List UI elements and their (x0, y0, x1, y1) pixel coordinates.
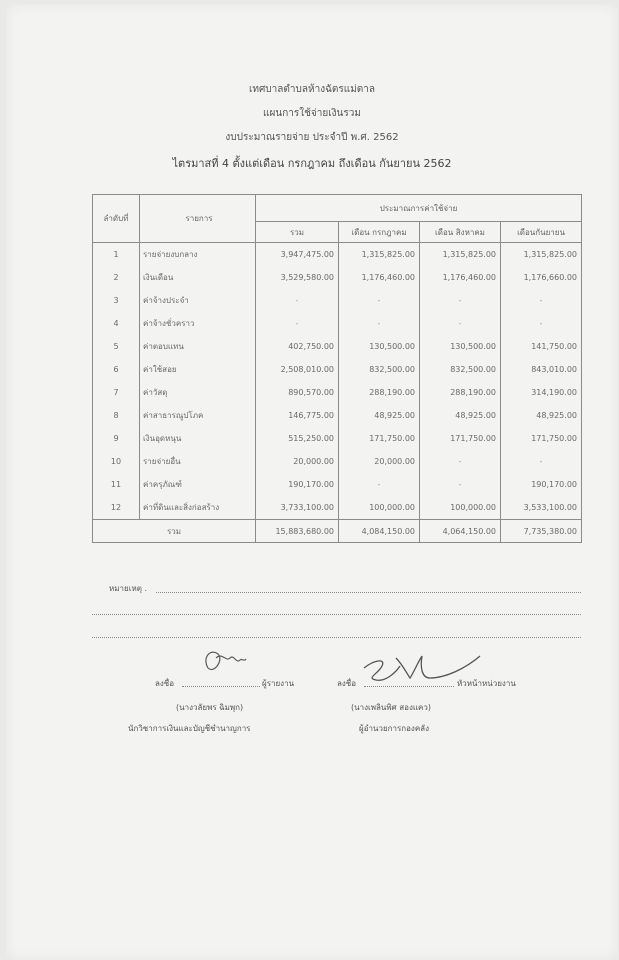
table-row (93, 427, 582, 450)
row-july: 20,000.00 (339, 450, 420, 473)
table-row (93, 266, 582, 289)
notes-label: หมายเหตุ . (109, 584, 148, 593)
sum-label: รวม (93, 520, 256, 543)
left-signature-scribble (196, 644, 256, 684)
sum-row (93, 520, 582, 543)
row-item: ค่าสาธารณูปโภค (140, 404, 256, 427)
right-position: ผู้อำนวยการกองคลัง (359, 724, 429, 733)
row-total: - (256, 289, 339, 312)
row-july: 832,500.00 (339, 358, 420, 381)
table-body (93, 243, 582, 520)
header-july: เดือน กรกฎาคม (339, 222, 420, 243)
org-name: เทศบาลตำบลห้างฉัตรแม่ตาล (248, 84, 376, 95)
table-row (93, 473, 582, 496)
row-total: 190,170.00 (256, 473, 339, 496)
row-item: เงินอุดหนุน (140, 427, 256, 450)
budget-year: งบประมาณรายจ่าย ประจำปี พ.ศ. 2562 (225, 132, 399, 143)
left-sign-prefix: ลงชื่อ (155, 679, 175, 688)
header-item: รายการ (140, 195, 256, 243)
left-name: (นางวลัยพร ฉิมพุก) (176, 703, 244, 712)
row-total: 146,775.00 (256, 404, 339, 427)
row-august: 130,500.00 (420, 335, 501, 358)
row-september: 190,170.00 (501, 473, 582, 496)
table-row (93, 358, 582, 381)
header-august: เดือน สิงหาคม (420, 222, 501, 243)
row-item: ค่าที่ดินและสิ่งก่อสร้าง (140, 496, 256, 520)
row-july: 100,000.00 (339, 496, 420, 520)
row-total: 515,250.00 (256, 427, 339, 450)
row-number: 7 (93, 381, 140, 404)
row-july: 1,315,825.00 (339, 243, 420, 267)
row-august: 1,315,825.00 (420, 243, 501, 267)
sum-total: 15,883,680.00 (256, 520, 339, 543)
row-august: 171,750.00 (420, 427, 501, 450)
row-total: 3,529,580.00 (256, 266, 339, 289)
row-july: 288,190.00 (339, 381, 420, 404)
row-august: - (420, 289, 501, 312)
sum-september: 7,735,380.00 (501, 520, 582, 543)
document-page (6, 4, 618, 960)
row-august: 832,500.00 (420, 358, 501, 381)
row-number: 2 (93, 266, 140, 289)
table-row (93, 289, 582, 312)
header-no: ลำดับที่ (93, 195, 140, 243)
table-row (93, 312, 582, 335)
row-item: ค่าใช้สอย (140, 358, 256, 381)
row-july: 48,925.00 (339, 404, 420, 427)
row-august: - (420, 473, 501, 496)
row-august: 288,190.00 (420, 381, 501, 404)
notes-line-1 (156, 592, 581, 593)
header-estimate-group: ประมาณการค่าใช้จ่าย (256, 195, 582, 222)
row-total: 402,750.00 (256, 335, 339, 358)
document-title: แผนการใช้จ่ายเงินรวม (263, 108, 361, 119)
row-item: ค่าจ้างชั่วคราว (140, 312, 256, 335)
row-july: 171,750.00 (339, 427, 420, 450)
table-row (93, 381, 582, 404)
row-september: 141,750.00 (501, 335, 582, 358)
table-row (93, 496, 582, 520)
right-sign-prefix: ลงชื่อ (337, 679, 357, 688)
row-september: - (501, 450, 582, 473)
sum-august: 4,064,150.00 (420, 520, 501, 543)
quarter-period: ไตรมาสที่ 4 ตั้งแต่เดือน กรกฎาคม ถึงเดือน กันยายน 2562 (172, 157, 452, 170)
row-august: 100,000.00 (420, 496, 501, 520)
row-july: - (339, 312, 420, 335)
left-role: ผู้รายงาน (262, 679, 295, 688)
row-september: 171,750.00 (501, 427, 582, 450)
row-august: 1,176,460.00 (420, 266, 501, 289)
row-july: 1,176,460.00 (339, 266, 420, 289)
row-september: 1,315,825.00 (501, 243, 582, 267)
row-number: 6 (93, 358, 140, 381)
row-item: ค่าวัสดุ (140, 381, 256, 404)
row-total: - (256, 312, 339, 335)
row-item: ค่าตอบแทน (140, 335, 256, 358)
row-september: 3,533,100.00 (501, 496, 582, 520)
row-september: 314,190.00 (501, 381, 582, 404)
row-item: รายจ่ายอื่น (140, 450, 256, 473)
row-number: 9 (93, 427, 140, 450)
table-row (93, 450, 582, 473)
row-total: 890,570.00 (256, 381, 339, 404)
table-row (93, 243, 582, 267)
row-number: 1 (93, 243, 140, 267)
sum-july: 4,084,150.00 (339, 520, 420, 543)
header-total: รวม (256, 222, 339, 243)
row-july: - (339, 289, 420, 312)
row-august: 48,925.00 (420, 404, 501, 427)
row-total: 20,000.00 (256, 450, 339, 473)
row-number: 3 (93, 289, 140, 312)
row-july: - (339, 473, 420, 496)
row-total: 3,947,475.00 (256, 243, 339, 267)
row-july: 130,500.00 (339, 335, 420, 358)
row-number: 11 (93, 473, 140, 496)
left-position: นักวิชาการเงินและบัญชีชำนาญการ (128, 724, 251, 733)
row-total: 3,733,100.00 (256, 496, 339, 520)
table-row (93, 404, 582, 427)
right-name: (นางเพลินพิศ สองแคว) (351, 703, 431, 712)
row-number: 4 (93, 312, 140, 335)
row-september: 48,925.00 (501, 404, 582, 427)
right-role: หัวหน้าหน่วยงาน (457, 679, 516, 688)
notes-line-2 (92, 614, 581, 615)
row-september: - (501, 312, 582, 335)
header-september: เดือนกันยายน (501, 222, 582, 243)
row-item: ค่าครุภัณฑ์ (140, 473, 256, 496)
row-item: ค่าจ้างประจำ (140, 289, 256, 312)
left-sign-line (182, 686, 260, 687)
row-number: 10 (93, 450, 140, 473)
row-september: - (501, 289, 582, 312)
row-august: - (420, 312, 501, 335)
row-number: 5 (93, 335, 140, 358)
row-september: 1,176,660.00 (501, 266, 582, 289)
row-august: - (420, 450, 501, 473)
row-item: เงินเดือน (140, 266, 256, 289)
spending-plan-table (92, 194, 582, 543)
table-row (93, 335, 582, 358)
row-number: 12 (93, 496, 140, 520)
row-total: 2,508,010.00 (256, 358, 339, 381)
row-september: 843,010.00 (501, 358, 582, 381)
row-item: รายจ่ายงบกลาง (140, 243, 256, 267)
notes-line-3 (92, 637, 581, 638)
row-number: 8 (93, 404, 140, 427)
